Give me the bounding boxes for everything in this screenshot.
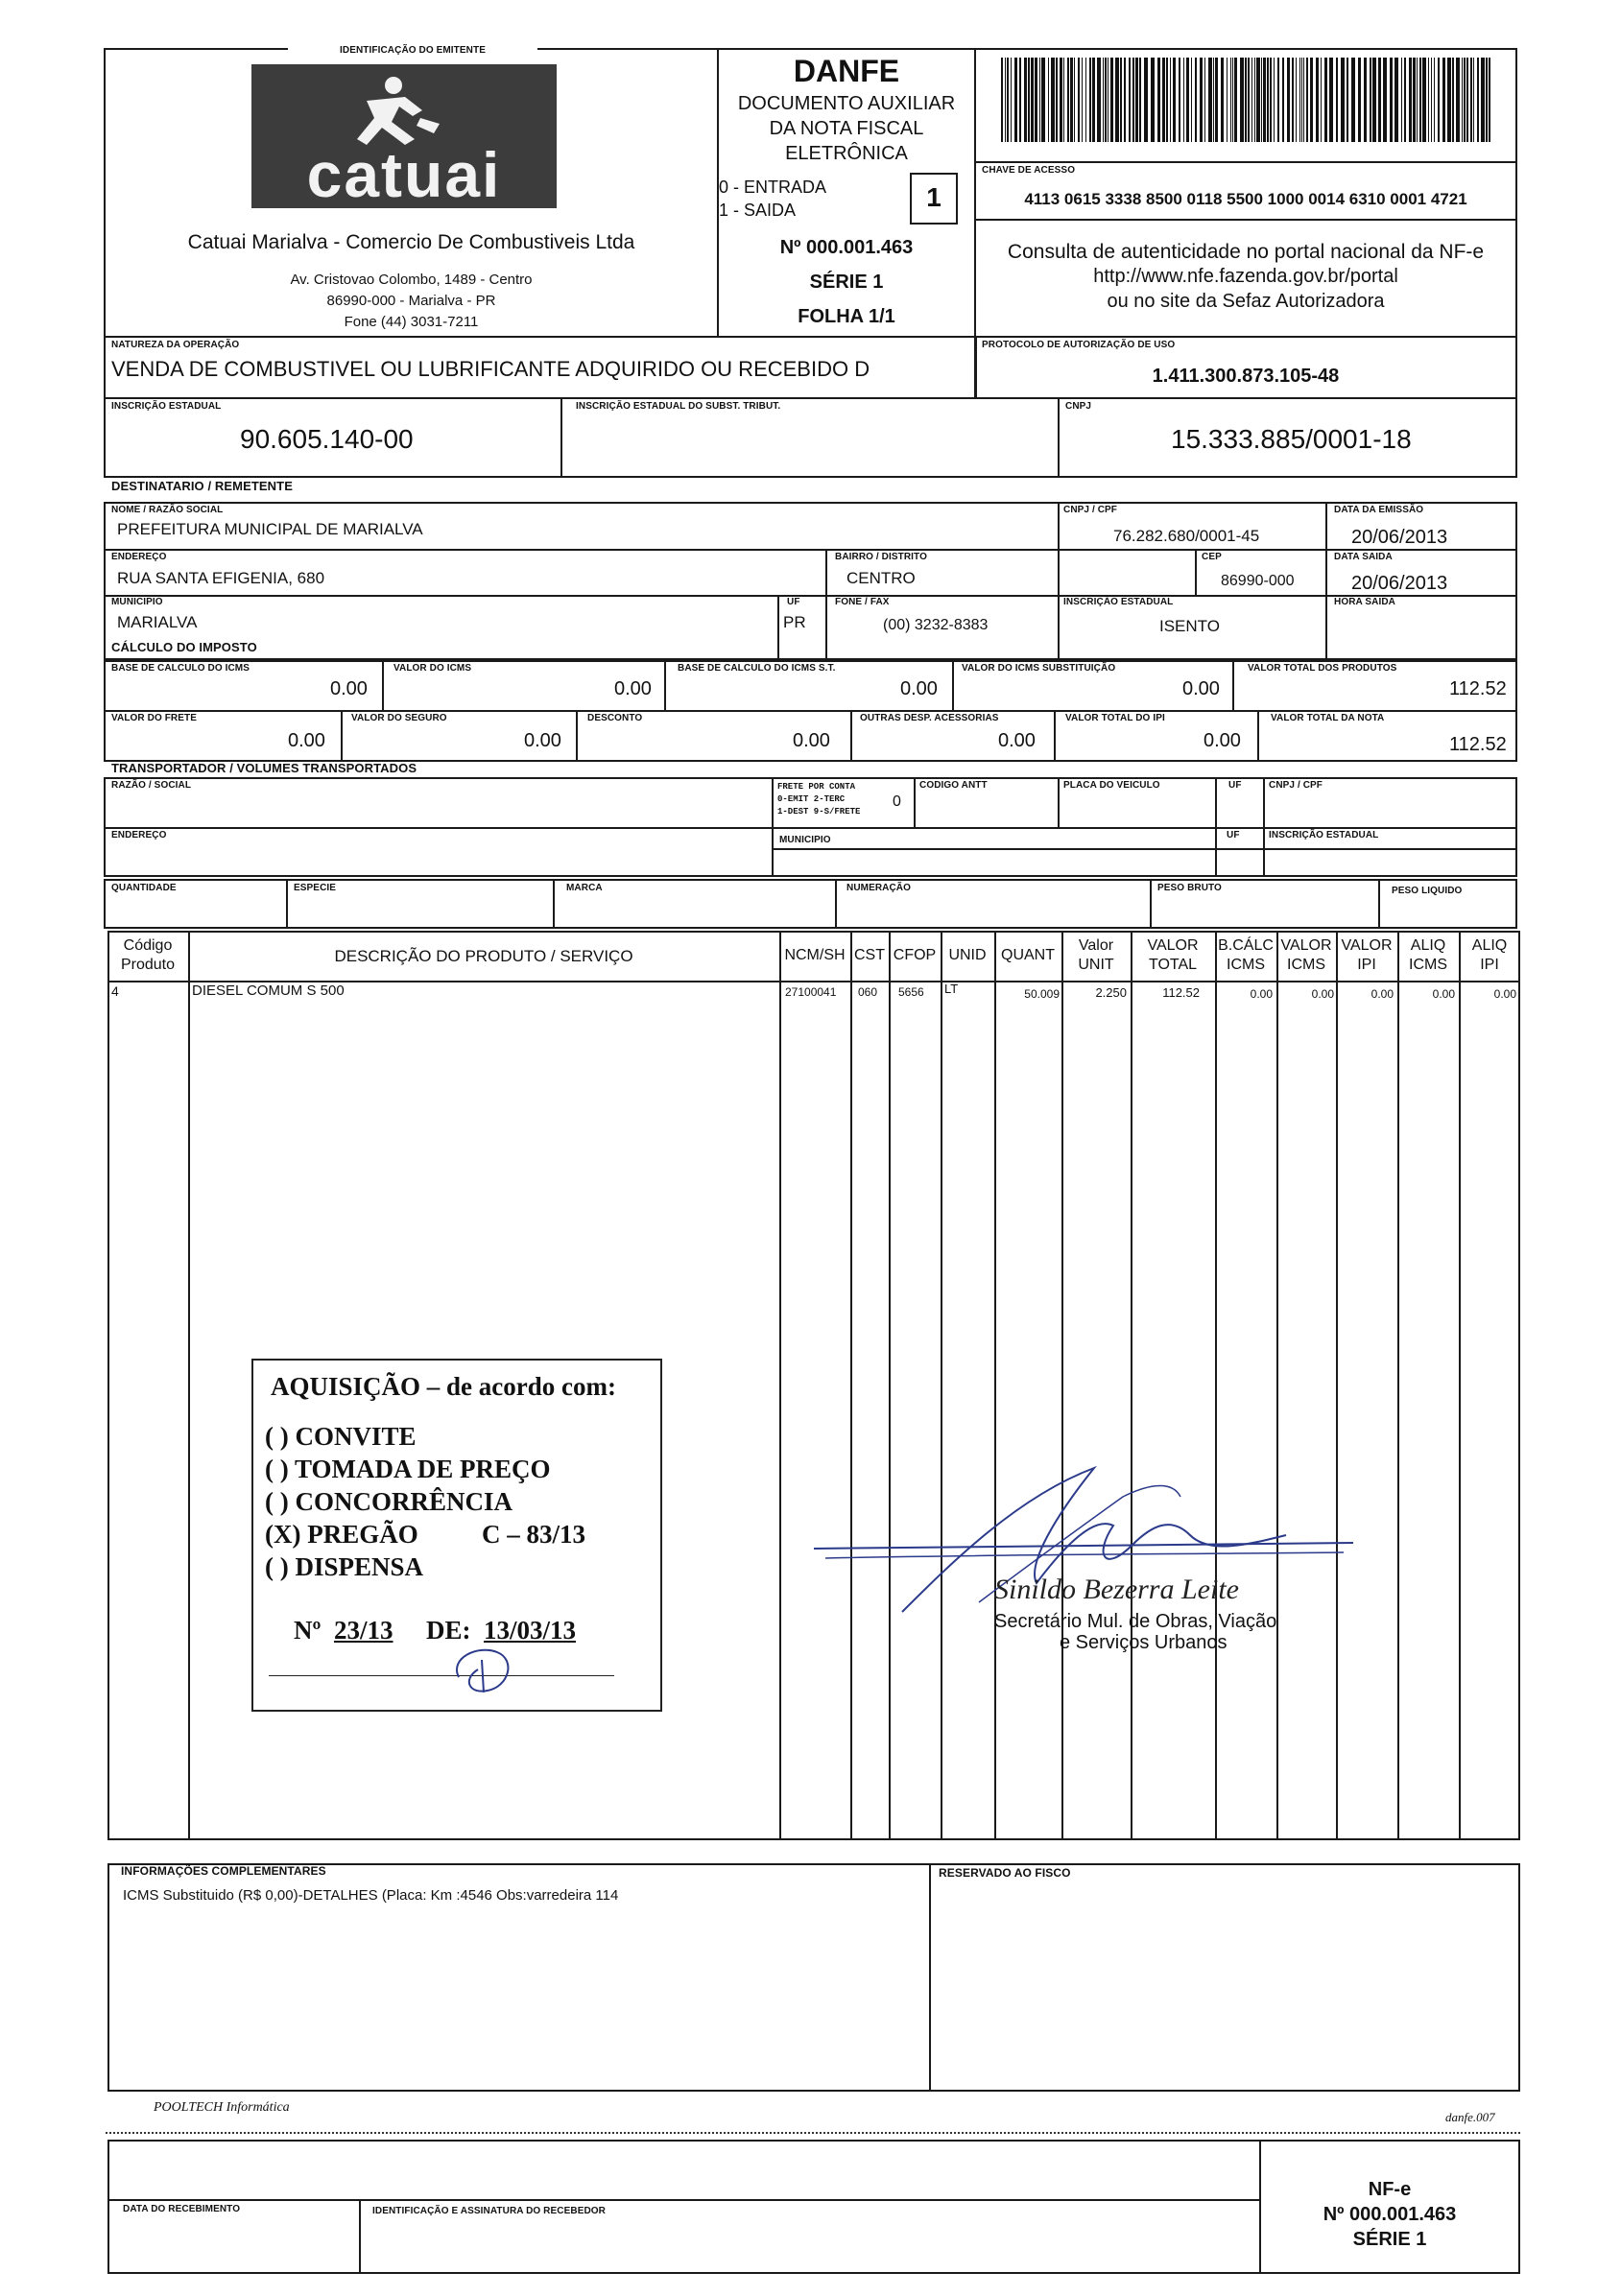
stub-nfe: NF-e	[1368, 2179, 1412, 2200]
danfe-title: DANFE	[793, 54, 900, 88]
barcode-bar	[1274, 58, 1275, 142]
icms-st-label: VALOR DO ICMS SUBSTITUIÇÃO	[962, 663, 1116, 674]
barcode-bar	[1089, 58, 1091, 142]
barcode-bar	[1221, 58, 1224, 142]
barcode-bar	[1383, 58, 1387, 142]
barcode-bar	[1056, 58, 1058, 142]
col-aipi-header-1: ALIQ	[1471, 937, 1508, 954]
invoice-number: Nº 000.001.463	[779, 237, 914, 258]
stamp-date-label: DE:	[426, 1616, 471, 1645]
signer-title-2: e Serviços Urbanos	[1060, 1632, 1228, 1653]
barcode-bar	[1452, 58, 1454, 142]
barcode-bar	[1019, 58, 1021, 142]
recipient-cnpj: 76.282.680/0001-45	[1113, 527, 1260, 545]
barcode-bar	[1456, 58, 1460, 142]
barcode-bar	[1277, 58, 1279, 142]
col-cst-header: CST	[854, 947, 885, 963]
base-icms-label: BASE DE CALCULO DO ICMS	[111, 663, 250, 674]
barcode-bar	[1213, 58, 1214, 142]
software-credit: POOLTECH Informática	[154, 2100, 290, 2115]
exit-date-label: DATA SAIDA	[1334, 552, 1393, 562]
barcode-bar	[1048, 58, 1049, 142]
recipient-section-label: DESTINATARIO / REMETENTE	[111, 479, 293, 493]
district-label: BAIRRO / DISTRITO	[835, 552, 927, 562]
phone-label: FONE / FAX	[835, 597, 890, 607]
barcode-bar	[1267, 58, 1269, 142]
barcode-bar	[1364, 58, 1367, 142]
barcode-bar	[1245, 58, 1247, 142]
emitter-logo	[251, 64, 557, 208]
tax-section-label: CÁLCULO DO IMPOSTO	[111, 640, 257, 654]
barcode-bar	[1191, 58, 1192, 142]
col-vtotal-header-2: TOTAL	[1148, 957, 1198, 973]
row-quant: 50.009	[1024, 987, 1060, 1001]
barcode-bar	[1007, 58, 1009, 142]
row-vipi: 0.00	[1371, 987, 1394, 1001]
base-icms-value: 0.00	[330, 678, 368, 699]
barcode-bar	[1329, 58, 1333, 142]
col-vicms-header-1: VALOR	[1280, 937, 1332, 954]
total-note-label: VALOR TOTAL DA NOTA	[1271, 713, 1385, 723]
barcode-bar	[1039, 58, 1040, 142]
consult-line-1: Consulta de autenticidade no portal nacional da NF-e	[1007, 241, 1485, 263]
ie-label: INSCRIÇÃO ESTADUAL	[111, 401, 222, 412]
barcode-bar	[1115, 58, 1119, 142]
barcode-bar	[1336, 58, 1338, 142]
fisco-box	[929, 1863, 1520, 2092]
barcode-bar	[1011, 58, 1012, 142]
barcode-bar	[1074, 58, 1075, 142]
freight-value: 0.00	[288, 730, 325, 751]
barcode-bar	[1303, 58, 1304, 142]
row-vicms: 0.00	[1311, 987, 1334, 1001]
barcode-bar	[1179, 58, 1180, 142]
barcode-bar	[1005, 58, 1006, 142]
barcode-icon	[1001, 58, 1492, 142]
ie-st-label: INSCRIÇÃO ESTADUAL DO SUBST. TRIBUT.	[576, 401, 781, 412]
access-key-label: CHAVE DE ACESSO	[982, 165, 1076, 176]
discount-value: 0.00	[793, 730, 830, 751]
barcode-bar	[1417, 58, 1418, 142]
cep-label: CEP	[1202, 552, 1222, 562]
issue-date: 20/06/2013	[1351, 527, 1448, 548]
protocol-value: 1.411.300.873.105-48	[1152, 366, 1340, 387]
exit-time-label: HORA SAIDA	[1334, 597, 1395, 607]
acquisition-stamp	[251, 1359, 662, 1712]
recipient-ie-value: ISENTO	[1159, 617, 1220, 635]
danfe-line-1: DOCUMENTO AUXILIAR	[737, 93, 956, 114]
other-expenses-label: OUTRAS DESP. ACESSORIAS	[860, 713, 999, 723]
access-key: 4113 0615 3338 8500 0118 5500 1000 0014 6310 0001 4721	[1024, 190, 1467, 208]
recipient-ie-label: INSCRIÇÃO ESTADUAL	[1063, 597, 1174, 607]
barcode-bar	[1157, 58, 1160, 142]
barcode-bar	[1110, 58, 1113, 142]
stub-number: Nº 000.001.463	[1323, 2204, 1457, 2225]
barcode-bar	[1256, 58, 1260, 142]
antt-label: CODIGO ANTT	[919, 780, 988, 791]
carrier-address-label: ENDEREÇO	[111, 830, 167, 840]
stamp-number-label: Nº	[294, 1616, 322, 1645]
stamp-number-value: 23/13	[334, 1616, 393, 1645]
barcode-bar	[1270, 58, 1272, 142]
row-desc: DIESEL COMUM S 500	[192, 982, 345, 999]
species-label: ESPECIE	[294, 883, 337, 893]
barcode-bar	[1287, 58, 1290, 142]
barcode-bar	[1486, 58, 1488, 142]
barcode-bar	[1186, 58, 1189, 142]
barcode-bar	[1351, 58, 1355, 142]
barcode-bar	[1135, 58, 1138, 142]
barcode-bar	[1215, 58, 1218, 142]
recipient-name-label: NOME / RAZÃO SOCIAL	[111, 505, 224, 515]
barcode-bar	[1464, 58, 1466, 142]
barcode-bar	[1170, 58, 1171, 142]
col-aicms-header-1: ALIQ	[1410, 937, 1446, 954]
protocol-label: PROTOCOLO DE AUTORIZAÇÃO DE USO	[982, 340, 1176, 350]
barcode-bar	[1438, 58, 1440, 142]
ie-value: 90.605.140-00	[240, 424, 414, 454]
barcode-bar	[1183, 58, 1184, 142]
carrier-uf2-label: UF	[1227, 830, 1240, 840]
district-value: CENTRO	[846, 569, 916, 587]
recipient-address-label: ENDEREÇO	[111, 552, 167, 562]
freight-mode-line-3: 1-DEST 9-S/FRETE	[777, 807, 861, 817]
col-vunit-header-2: UNIT	[1078, 957, 1114, 973]
barcode-bar	[1358, 58, 1361, 142]
barcode-bar	[1477, 58, 1479, 142]
operation-label: NATUREZA DA OPERAÇÃO	[111, 340, 240, 350]
barcode-bar	[1316, 58, 1319, 142]
barcode-bar	[1404, 58, 1406, 142]
barcode-bar	[1070, 58, 1073, 142]
barcode-bar	[1092, 58, 1095, 142]
other-expenses-value: 0.00	[998, 730, 1036, 751]
barcode-bar	[1248, 58, 1250, 142]
barcode-bar	[1195, 58, 1197, 142]
stamp-option-pregao: (X) PREGÃO	[265, 1520, 418, 1549]
barcode-bar	[1063, 58, 1064, 142]
barcode-bar	[1124, 58, 1126, 142]
col-vunit-header-1: Valor	[1078, 937, 1114, 954]
total-products-value: 112.52	[1449, 678, 1507, 699]
form-code: danfe.007	[1445, 2110, 1495, 2124]
barcode-bar	[1413, 58, 1416, 142]
additional-info-label: INFORMAÇÕES COMPLEMENTARES	[121, 1864, 326, 1878]
carrier-cnpj-label: CNPJ / CPF	[1269, 780, 1323, 791]
barcode-bar	[1144, 58, 1148, 142]
icms-value: 0.00	[614, 678, 652, 699]
row-vtotal: 112.52	[1162, 985, 1200, 1000]
barcode-bar	[1473, 58, 1474, 142]
signer-name: Sinildo Bezerra Leite	[994, 1574, 1239, 1605]
barcode-bar	[1261, 58, 1262, 142]
exit-option: 1 - SAIDA	[719, 201, 797, 220]
danfe-line-3: ELETRÔNICA	[785, 143, 908, 164]
row-ncm: 27100041	[785, 985, 837, 999]
col-vipi-header-2: IPI	[1357, 957, 1376, 973]
freight-label: VALOR DO FRETE	[111, 713, 197, 723]
col-bcalc-header-2: ICMS	[1227, 957, 1265, 973]
col-cfop-header: CFOP	[893, 947, 937, 963]
barcode-bar	[1001, 58, 1003, 142]
issue-date-label: DATA DA EMISSÃO	[1334, 505, 1424, 515]
barcode-bar	[1139, 58, 1141, 142]
invoice-page: FOLHA 1/1	[798, 306, 895, 327]
insurance-label: VALOR DO SEGURO	[351, 713, 447, 723]
col-vicms-header-2: ICMS	[1287, 957, 1325, 973]
stamp-title: AQUISIÇÃO – de acordo com:	[271, 1372, 616, 1401]
barcode-bar	[1234, 58, 1237, 142]
row-code: 4	[111, 983, 119, 999]
recipient-cnpj-label: CNPJ / CPF	[1063, 505, 1118, 515]
barcode-bar	[1434, 58, 1435, 142]
recipient-name: PREFEITURA MUNICIPAL DE MARIALVA	[117, 520, 423, 538]
gross-weight-label: PESO BRUTO	[1157, 883, 1222, 893]
barcode-bar	[1035, 58, 1037, 142]
barcode-bar	[1447, 58, 1451, 142]
uf-label: UF	[787, 597, 800, 607]
barcode-bar	[1442, 58, 1445, 142]
barcode-bar	[1230, 58, 1231, 142]
barcode-bar	[1481, 58, 1485, 142]
net-weight-label: PESO LIQUIDO	[1392, 886, 1463, 896]
barcode-bar	[1370, 58, 1371, 142]
barcode-bar	[1051, 58, 1055, 142]
col-unid-header: UNID	[948, 947, 987, 963]
barcode-bar	[1254, 58, 1255, 142]
barcode-bar	[1390, 58, 1393, 142]
total-products-label: VALOR TOTAL DOS PRODUTOS	[1248, 663, 1397, 674]
initials-signature-icon	[440, 1639, 526, 1700]
invoice-series: SÉRIE 1	[809, 272, 884, 293]
emitter-phone: Fone (44) 3031-7211	[344, 314, 479, 330]
barcode-bar	[1321, 58, 1322, 142]
barcode-bar	[1263, 58, 1266, 142]
barcode-bar	[1394, 58, 1398, 142]
barcode-bar	[1232, 58, 1233, 142]
type-indicator-value: 1	[926, 182, 942, 212]
carrier-ie-label: INSCRIÇÃO ESTADUAL	[1269, 830, 1379, 840]
carrier-uf-label: UF	[1228, 780, 1242, 791]
stamp-option-concorrencia: ( ) CONCORRÊNCIA	[265, 1487, 512, 1516]
barcode-bar	[1301, 58, 1302, 142]
transport-section-label: TRANSPORTADOR / VOLUMES TRANSPORTADOS	[111, 761, 417, 775]
col-vtotal-header-1: VALOR	[1147, 937, 1199, 954]
row-bcalc: 0.00	[1250, 987, 1273, 1001]
icms-label: VALOR DO ICMS	[393, 663, 472, 674]
stamp-option-convite: ( ) CONVITE	[265, 1422, 417, 1451]
base-st-value: 0.00	[900, 678, 938, 699]
barcode-bar	[1166, 58, 1168, 142]
barcode-bar	[1296, 58, 1297, 142]
receipt-date-label: DATA DO RECEBIMENTO	[123, 2204, 241, 2214]
col-vipi-header-1: VALOR	[1341, 937, 1393, 954]
cnpj-value: 15.333.885/0001-18	[1171, 424, 1412, 454]
barcode-bar	[1162, 58, 1165, 142]
barcode-bar	[1431, 58, 1432, 142]
barcode-bar	[1200, 58, 1203, 142]
barcode-bar	[1082, 58, 1083, 142]
fisco-label: RESERVADO AO FISCO	[939, 1866, 1071, 1880]
base-st-label: BASE DE CALCULO DO ICMS S.T.	[678, 663, 836, 674]
col-desc-header: DESCRIÇÃO DO PRODUTO / SERVIÇO	[334, 947, 633, 965]
barcode-bar	[1251, 58, 1252, 142]
carrier-name-label: RAZÃO / SOCIAL	[111, 780, 192, 791]
col-code-header-2: Produto	[120, 957, 176, 973]
city-value: MARIALVA	[117, 613, 198, 631]
additional-info-value: ICMS Substituido (R$ 0,00)-DETALHES (Placa: Km :4546 Obs:varredeira 114	[123, 1887, 619, 1904]
barcode-bar	[1282, 58, 1284, 142]
barcode-bar	[1489, 58, 1490, 142]
cnpj-label: CNPJ	[1065, 401, 1092, 412]
barcode-bar	[1240, 58, 1244, 142]
stamp-option-dispensa: ( ) DISPENSA	[265, 1552, 424, 1581]
stub-series: SÉRIE 1	[1352, 2229, 1427, 2250]
stamp-date-value: 13/03/13	[484, 1616, 577, 1645]
signer-title-1: Secretário Mul. de Obras, Viação	[994, 1611, 1277, 1632]
barcode-bar	[1401, 58, 1402, 142]
numbering-label: NUMERAÇÃO	[846, 883, 912, 893]
barcode-bar	[1306, 58, 1308, 142]
total-note-value: 112.52	[1449, 734, 1507, 755]
barcode-bar	[1014, 58, 1017, 142]
col-quant-header: QUANT	[1001, 947, 1055, 963]
qty-label: QUANTIDADE	[111, 883, 177, 893]
barcode-bar	[1173, 58, 1176, 142]
row-aipi: 0.00	[1493, 987, 1516, 1001]
barcode-bar	[1151, 58, 1155, 142]
barcode-bar	[1204, 58, 1205, 142]
barcode-bar	[1105, 58, 1107, 142]
barcode-bar	[1428, 58, 1429, 142]
barcode-bar	[1341, 58, 1345, 142]
receiver-id-label: IDENTIFICAÇÃO E ASSINATURA DO RECEBEDOR	[372, 2206, 606, 2216]
row-cst: 060	[858, 985, 878, 999]
barcode-bar	[1078, 58, 1080, 142]
phone-value: (00) 3232-8383	[883, 617, 989, 633]
insurance-value: 0.00	[524, 730, 561, 751]
carrier-city-label: MUNICIPIO	[779, 835, 831, 845]
col-code-header-1: Código	[123, 937, 173, 954]
exit-date: 20/06/2013	[1351, 573, 1448, 594]
emitter-address-2: 86990-000 - Marialva - PR	[326, 293, 496, 309]
barcode-bar	[1419, 58, 1421, 142]
barcode-bar	[1041, 58, 1045, 142]
barcode-bar	[1085, 58, 1086, 142]
ipi-total-label: VALOR TOTAL DO IPI	[1065, 713, 1165, 723]
barcode-bar	[1470, 58, 1472, 142]
barcode-bar	[1347, 58, 1348, 142]
barcode-bar	[1422, 58, 1426, 142]
barcode-bar	[1292, 58, 1294, 142]
consult-url[interactable]: http://www.nfe.fazenda.gov.br/portal	[1093, 266, 1398, 287]
barcode-bar	[1462, 58, 1463, 142]
barcode-bar	[1031, 58, 1034, 142]
city-label: MUNICIPIO	[111, 597, 163, 607]
discount-label: DESCONTO	[587, 713, 643, 723]
barcode-bar	[1028, 58, 1030, 142]
row-unid: LT	[944, 982, 959, 996]
uf-value: PR	[783, 613, 806, 631]
col-aipi-header-2: IPI	[1480, 957, 1499, 973]
barcode-bar	[1324, 58, 1327, 142]
freight-mode-line-2: 0-EMIT 2-TERC	[777, 794, 846, 804]
row-aicms: 0.00	[1432, 987, 1455, 1001]
row-vunit: 2.250	[1095, 985, 1127, 1000]
col-aicms-header-2: ICMS	[1409, 957, 1447, 973]
stamp-option-tomada: ( ) TOMADA DE PREÇO	[265, 1455, 551, 1483]
emitter-address-1: Av. Cristovao Colombo, 1489 - Centro	[290, 272, 533, 288]
barcode-bar	[1097, 58, 1101, 142]
operation-value: VENDA DE COMBUSTIVEL OU LUBRIFICANTE ADQUIRIDO OU RECEBIDO D	[111, 357, 870, 381]
recipient-address: RUA SANTA EFIGENIA, 680	[117, 569, 325, 587]
danfe-line-2: DA NOTA FISCAL	[769, 118, 924, 139]
barcode-bar	[1132, 58, 1134, 142]
barcode-bar	[1103, 58, 1104, 142]
col-ncm-header: NCM/SH	[784, 947, 846, 963]
freight-mode-value: 0	[893, 793, 901, 810]
logo-wordmark: catuai	[306, 139, 502, 210]
barcode-bar	[1067, 58, 1069, 142]
plate-label: PLACA DO VEICULO	[1063, 780, 1160, 791]
row-cfop: 5656	[898, 985, 924, 999]
barcode-bar	[1378, 58, 1381, 142]
freight-mode-line-1: FRETE POR CONTA	[777, 782, 856, 792]
barcode-bar	[1024, 58, 1027, 142]
barcode-bar	[1299, 58, 1300, 142]
barcode-bar	[1060, 58, 1062, 142]
barcode-bar	[1120, 58, 1122, 142]
barcode-bar	[1208, 58, 1212, 142]
barcode-bar	[1129, 58, 1131, 142]
entry-option: 0 - ENTRADA	[719, 178, 827, 197]
icms-st-value: 0.00	[1182, 678, 1220, 699]
ipi-total-value: 0.00	[1204, 730, 1241, 751]
barcode-bar	[1227, 58, 1228, 142]
brand-label: MARCA	[566, 883, 603, 893]
barcode-bar	[1372, 58, 1376, 142]
barcode-bar	[1466, 58, 1468, 142]
emitter-section-label: IDENTIFICAÇÃO DO EMITENTE	[288, 46, 537, 56]
barcode-bar	[1409, 58, 1412, 142]
col-bcalc-header-1: B.CÁLC	[1218, 937, 1274, 954]
cep-value: 86990-000	[1221, 573, 1295, 589]
barcode-bar	[1310, 58, 1313, 142]
consult-line-3: ou no site da Sefaz Autorizadora	[1107, 291, 1385, 312]
stamp-pregao-ref: C – 83/13	[482, 1520, 585, 1549]
emitter-name: Catuai Marialva - Comercio De Combustiveis Ltda	[187, 231, 635, 253]
